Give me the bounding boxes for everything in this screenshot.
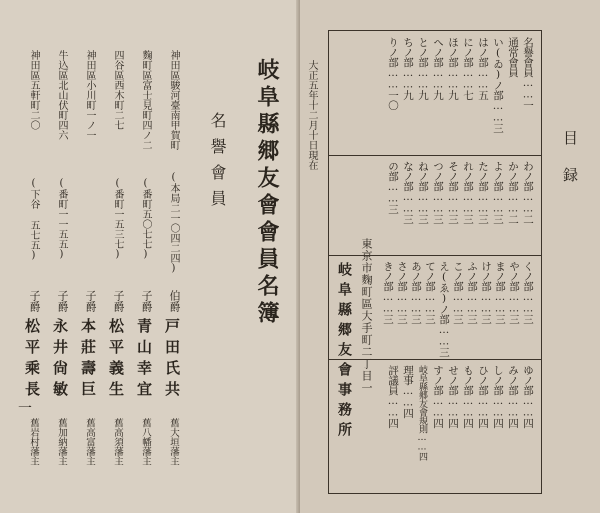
member-han: 舊八幡藩主: [140, 418, 151, 466]
member-rank: 子爵: [84, 290, 97, 312]
section-heading: 名譽會員: [208, 112, 227, 216]
toc-entry: へノ部……九: [432, 37, 444, 100]
toc-divider: [329, 359, 541, 360]
toc-heading: 目録: [561, 130, 579, 204]
toc-entry: にノ部……七: [462, 37, 474, 100]
as-of-date: 大正五年十二月十日現在: [306, 60, 317, 170]
member-address: 四谷區西木町二七: [112, 50, 123, 130]
toc-entry: れノ部……三: [462, 161, 474, 224]
toc-entry: え(ゑ)ノ部……三: [438, 261, 450, 357]
toc-entry: わノ部……二: [522, 161, 534, 224]
toc-entry: ほノ部……九: [447, 37, 459, 100]
toc-entry: 評議員……四: [387, 365, 399, 428]
toc-entry: ちノ部……九: [402, 37, 414, 100]
member-han: 舊加納藩主: [56, 418, 67, 466]
toc-entry: よノ部……三: [492, 161, 504, 224]
member-rank: 子爵: [112, 290, 125, 312]
toc-entry: たノ部……三: [477, 161, 489, 224]
toc-entry: 名譽會員……一: [522, 37, 534, 110]
member-address: 神田區駿河臺南甲賀町: [168, 50, 179, 150]
member-han: 舊高須藩主: [112, 418, 123, 466]
member-address: 牛込區北山伏町四六: [56, 50, 67, 140]
member-address: 神田區五軒町二〇: [28, 50, 39, 130]
toc-divider: [329, 255, 541, 256]
toc-entry: 岐阜縣郷友會規則……四: [417, 365, 427, 461]
toc-entry: そノ部……三: [447, 161, 459, 224]
page-number: 一: [18, 401, 32, 417]
member-name: 青山幸宜: [135, 318, 153, 402]
member-phone: (番町一五三七): [112, 178, 123, 260]
member-address: 神田區小川町一ノ一: [84, 50, 95, 140]
toc-entry: ひノ部……四: [477, 365, 489, 428]
toc-frame: [328, 30, 542, 494]
member-phone: (番町五〇七七): [140, 178, 151, 260]
toc-entry: 理事……四: [402, 365, 414, 418]
member-name: 本莊壽巨: [79, 318, 97, 402]
toc-entry: ゆノ部……四: [522, 365, 534, 428]
member-name: 永井尙敏: [51, 318, 69, 402]
toc-entry: てノ部……三: [424, 261, 436, 324]
toc-entry: とノ部……九: [417, 37, 429, 100]
member-name: 松平乘長: [23, 318, 41, 402]
member-han: 舊高富藩主: [84, 418, 95, 466]
member-name: 松平義生: [107, 318, 125, 402]
toc-entry: すノ部……四: [432, 365, 444, 428]
publisher-name: 岐阜縣郷友會事務所: [336, 262, 352, 442]
member-address: 麴町區富士見町四ノ二: [140, 50, 151, 150]
publisher-address: 東京市麴町區大手町二丁目一: [360, 238, 373, 394]
member-han: 舊岩村藩主: [28, 418, 39, 466]
toc-entry: もノ部……四: [462, 365, 474, 428]
toc-entry: しノ部……四: [492, 365, 504, 428]
toc-entry: きノ部……三: [382, 261, 394, 324]
toc-entry: りノ部……一〇: [387, 37, 399, 110]
toc-entry: まノ部……三: [494, 261, 506, 324]
toc-entry: 通常會員: [507, 37, 519, 77]
toc-entry: つノ部……三: [432, 161, 444, 224]
toc-divider: [329, 155, 541, 156]
member-phone: (番町一一五五): [56, 178, 67, 260]
member-rank: 子爵: [28, 290, 41, 312]
member-name: 戸田氏共: [163, 318, 181, 402]
toc-entry: はノ部……五: [477, 37, 489, 100]
toc-entry: ふノ部……三: [466, 261, 478, 324]
toc-entry: かノ部……二: [507, 161, 519, 224]
member-rank: 子爵: [56, 290, 69, 312]
toc-entry: みノ部……四: [507, 365, 519, 428]
toc-entry: くノ部……三: [522, 261, 534, 324]
toc-entry: い(ゐ)ノ部……三: [492, 37, 504, 133]
member-rank: 伯爵: [168, 290, 181, 312]
member-han: 舊大垣藩主: [168, 418, 179, 466]
toc-entry: の部……三: [387, 161, 399, 214]
toc-entry: やノ部……三: [508, 261, 520, 324]
toc-entry: けノ部……三: [480, 261, 492, 324]
toc-entry: ねノ部……三: [417, 161, 429, 224]
toc-entry: せノ部……四: [447, 365, 459, 428]
toc-entry: あノ部……三: [410, 261, 422, 324]
toc-entry: さノ部……三: [396, 261, 408, 324]
member-phone: (本局二一〇四二四): [168, 172, 179, 274]
toc-entry: こノ部……三: [452, 261, 464, 324]
page-title: 岐阜縣郷友會會員名簿: [254, 58, 280, 328]
member-phone: (下谷 五七五): [28, 178, 39, 261]
toc-entry: なノ部……三: [402, 161, 414, 224]
member-rank: 子爵: [140, 290, 153, 312]
